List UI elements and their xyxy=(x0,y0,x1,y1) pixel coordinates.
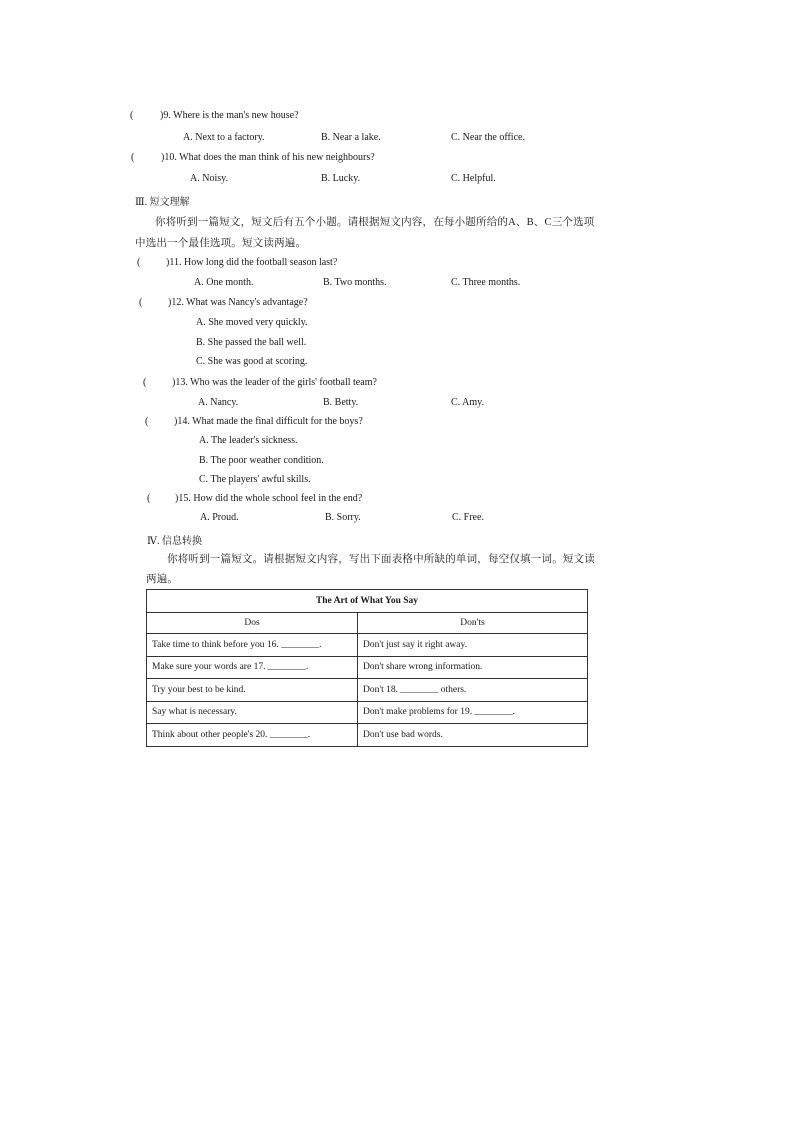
option-a: A. Proud. xyxy=(200,512,239,523)
option-c: C. Free. xyxy=(452,512,484,523)
option-c: C. She was good at scoring. xyxy=(196,356,308,367)
table-row xyxy=(147,724,588,747)
donts-cell: Don't share wrong information. xyxy=(358,656,588,679)
question-number: )11. xyxy=(166,257,182,268)
section-3-instructions-line1: 你将听到一篇短文，短文后有五个小题。请根据短文内容，在每小题所给的A、B、C三个选项 xyxy=(155,217,595,228)
option-c: C. Amy. xyxy=(451,397,484,408)
answer-paren: ( xyxy=(145,416,149,427)
question-text: What does the man think of his new neighbours? xyxy=(179,152,375,163)
answer-paren: ( xyxy=(137,257,141,268)
column-header-donts: Don'ts xyxy=(358,613,588,634)
question-number: )10. xyxy=(161,152,177,163)
answer-paren: ( xyxy=(143,377,147,388)
donts-cell: Don't 18. ________ others. xyxy=(358,679,588,702)
table-row xyxy=(147,679,588,702)
section-4-heading: Ⅳ. 信息转换 xyxy=(147,536,202,547)
question-12 xyxy=(168,297,308,308)
option-a: A. Nancy. xyxy=(198,397,239,408)
question-number: )15. xyxy=(175,493,191,504)
table-title-row xyxy=(147,590,588,613)
table-row xyxy=(147,701,588,724)
option-a: A. The leader's sickness. xyxy=(199,435,298,446)
section-3-heading: Ⅲ. 短文理解 xyxy=(135,197,190,208)
dos-cell: Take time to think before you 16. ________. xyxy=(147,634,358,657)
question-text: What made the final difficult for the boys? xyxy=(192,416,363,427)
section-3-instructions-line2: 中选出一个最佳选项。短文读两遍。 xyxy=(135,238,307,249)
table-header-row xyxy=(147,613,588,634)
option-b: B. Near a lake. xyxy=(321,132,381,143)
option-a: A. Next to a factory. xyxy=(183,132,265,143)
answer-paren: ( xyxy=(147,493,151,504)
option-b: B. Lucky. xyxy=(321,173,361,184)
dos-cell: Make sure your words are 17. ________. xyxy=(147,656,358,679)
question-11 xyxy=(166,257,337,268)
section-4-instructions-line2: 两遍。 xyxy=(146,574,179,585)
question-13 xyxy=(172,377,377,388)
question-number: )13. xyxy=(172,377,188,388)
option-a: A. Noisy. xyxy=(190,173,228,184)
option-c: C. Three months. xyxy=(451,277,521,288)
option-b: B. She passed the ball well. xyxy=(196,337,307,348)
option-a: A. One month. xyxy=(194,277,254,288)
dos-cell: Try your best to be kind. xyxy=(147,679,358,702)
option-c: C. Near the office. xyxy=(451,132,525,143)
donts-cell: Don't make problems for 19. ________. xyxy=(358,701,588,724)
table-title: The Art of What You Say xyxy=(147,590,588,613)
answer-paren: ( xyxy=(131,152,135,163)
donts-cell: Don't just say it right away. xyxy=(358,634,588,657)
option-c: C. Helpful. xyxy=(451,173,496,184)
question-number: )12. xyxy=(168,297,184,308)
question-text: Who was the leader of the girls' football team? xyxy=(190,377,377,388)
question-10 xyxy=(161,152,375,163)
donts-cell: Don't use bad words. xyxy=(358,724,588,747)
answer-paren: ( xyxy=(130,110,134,121)
table-row xyxy=(147,656,588,679)
question-number: )9. xyxy=(160,110,171,121)
option-c: C. The players' awful skills. xyxy=(199,474,311,485)
option-b: B. Two months. xyxy=(323,277,387,288)
dos-donts-table xyxy=(146,589,588,747)
dos-cell: Say what is necessary. xyxy=(147,701,358,724)
option-b: B. Sorry. xyxy=(325,512,361,523)
question-14 xyxy=(174,416,363,427)
question-text: Where is the man's new house? xyxy=(173,110,299,121)
question-15 xyxy=(175,493,362,504)
option-a: A. She moved very quickly. xyxy=(196,317,308,328)
question-text: How did the whole school feel in the end? xyxy=(193,493,363,504)
question-text: How long did the football season last? xyxy=(183,257,338,268)
section-4-instructions-line1: 你将听到一篇短文。请根据短文内容，写出下面表格中所缺的单词，每空仅填一词。短文读 xyxy=(167,554,595,565)
question-text: What was Nancy's advantage? xyxy=(186,297,308,308)
option-b: B. Betty. xyxy=(323,397,359,408)
dos-cell: Think about other people's 20. ________. xyxy=(147,724,358,747)
question-9 xyxy=(160,110,299,121)
column-header-dos: Dos xyxy=(147,613,358,634)
question-number: )14. xyxy=(174,416,190,427)
table-row xyxy=(147,634,588,657)
option-b: B. The poor weather condition. xyxy=(199,455,324,466)
answer-paren: ( xyxy=(139,297,143,308)
